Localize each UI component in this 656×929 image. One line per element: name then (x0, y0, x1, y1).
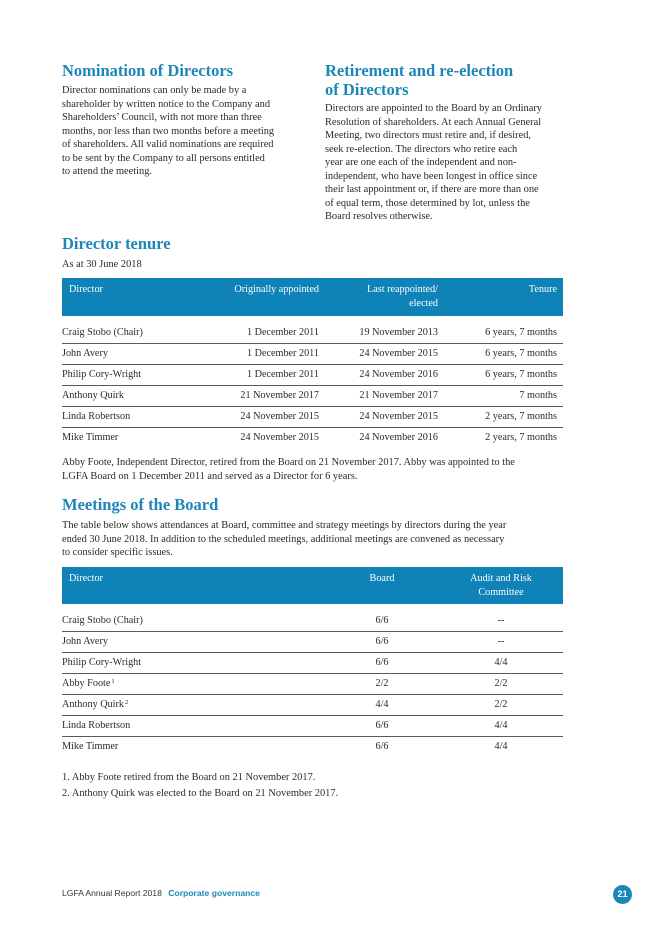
col-board: Board (369, 573, 395, 584)
footnote-line: 2. Anthony Quirk was elected to the Board on 21 November 2017. (62, 788, 339, 799)
col-audit-risk-line1: Audit and Risk (470, 573, 532, 584)
cell-tenure: 2 years, 7 months (485, 432, 557, 443)
cell-board: 6/6 (375, 741, 389, 752)
meetings-row (62, 632, 563, 653)
meetings-heading: Meetings of the Board (62, 495, 219, 514)
nomination-line: to attend the meeting. (62, 166, 153, 177)
director-name: Anthony Quirk (62, 699, 124, 710)
col-originally-appointed: Originally appointed (234, 284, 319, 295)
nomination-paragraph (62, 84, 302, 179)
cell-director (62, 695, 128, 715)
cell-last-reappointed: 24 November 2015 (359, 411, 438, 422)
retirement-line: Directors are appointed to the Board by an Ordinary (325, 103, 542, 114)
cell-director (62, 611, 143, 631)
cell-director (62, 737, 118, 757)
retirement-paragraph (325, 102, 570, 224)
cell-tenure: 6 years, 7 months (485, 369, 557, 380)
nomination-line: months, nor less than two months before a meeting (62, 125, 275, 137)
cell-director: Philip Cory-Wright (62, 369, 142, 380)
cell-last-reappointed: 21 November 2017 (359, 390, 438, 401)
director-name: Abby Foote (62, 678, 111, 689)
cell-audit-risk: -- (497, 636, 505, 647)
tenure-table-header (62, 278, 563, 316)
cell-director: Anthony Quirk (62, 390, 124, 401)
meetings-intro-line: The table below shows attendances at Board, committee and strategy meetings by directors during the year (62, 520, 507, 531)
footer-report-title: LGFA Annual Report 2018 (62, 888, 162, 898)
retirement-heading-line2: of Directors (325, 80, 409, 99)
meetings-paragraph (62, 519, 562, 560)
col-tenure: Tenure (528, 284, 557, 295)
cell-last-reappointed: 24 November 2016 (359, 369, 438, 380)
tenure-row (62, 323, 563, 344)
cell-board: 6/6 (375, 720, 389, 731)
meetings-row (62, 653, 563, 674)
cell-board: 4/4 (375, 699, 389, 710)
retirement-line: of equal term, those determined by lot, unless the (325, 197, 530, 209)
footer-section: Corporate governance (168, 888, 260, 898)
tenure-note (62, 456, 562, 483)
col-audit-risk (456, 572, 546, 599)
page-number: 21 (613, 885, 632, 904)
retirement-line: year are one each of the independent and non- (325, 157, 517, 168)
tenure-table (62, 278, 563, 449)
nomination-line: Director nominations can only be made by a (62, 85, 247, 96)
cell-audit-risk: -- (497, 615, 505, 626)
cell-director: Craig Stobo (Chair) (62, 327, 143, 338)
retirement-line: independent, who have been longest in office since (325, 170, 538, 182)
director-name: John Avery (62, 636, 108, 647)
cell-director: Mike Timmer (62, 432, 119, 443)
meetings-row (62, 695, 563, 716)
cell-director: John Avery (62, 348, 108, 359)
cell-audit-risk: 4/4 (494, 741, 508, 752)
cell-board: 2/2 (375, 678, 389, 689)
cell-tenure: 6 years, 7 months (485, 327, 557, 338)
cell-originally-appointed: 24 November 2015 (240, 411, 319, 422)
cell-originally-appointed: 1 December 2011 (246, 369, 319, 380)
cell-director (62, 716, 130, 736)
director-name: Craig Stobo (Chair) (62, 615, 143, 626)
meetings-intro-line: to consider specific issues. (62, 547, 173, 558)
meetings-row (62, 716, 563, 737)
retirement-line: seek re-election. The directors who retire each (325, 143, 518, 155)
meetings-row (62, 737, 563, 758)
cell-tenure: 7 months (519, 390, 557, 401)
meetings-footnotes (62, 770, 562, 802)
cell-board: 6/6 (375, 657, 389, 668)
nomination-line: Shareholders’ Council, with not more than three (62, 112, 262, 123)
cell-audit-risk: 4/4 (494, 720, 508, 731)
cell-originally-appointed: 1 December 2011 (246, 348, 319, 359)
cell-board: 6/6 (375, 615, 389, 626)
cell-tenure: 2 years, 7 months (485, 411, 557, 422)
meetings-table-header (62, 567, 563, 604)
retirement-line: Board resolves otherwise. (325, 211, 433, 222)
cell-director (62, 653, 141, 673)
retirement-line: Meeting, two directors must retire and, if desired, (325, 130, 532, 141)
nomination-line: shareholder by written notice to the Company and (62, 98, 271, 110)
cell-originally-appointed: 21 November 2017 (240, 390, 319, 401)
tenure-note-line1: Abby Foote, Independent Director, retired from the Board on 21 November 2017. Abby was appointed to the (62, 457, 515, 468)
retirement-heading (325, 61, 513, 99)
tenure-row (62, 386, 563, 407)
meetings-row (62, 674, 563, 695)
retirement-heading-line1: Retirement and re-election (325, 61, 514, 80)
nomination-line: of shareholders. All valid nominations are required (62, 139, 274, 150)
director-name: Linda Robertson (62, 720, 131, 731)
footnote-line: 1. Abby Foote retired from the Board on 21 November 2017. (62, 772, 316, 783)
tenure-row (62, 344, 563, 365)
nomination-heading: Nomination of Directors (62, 61, 234, 80)
col-director: Director (69, 573, 103, 584)
tenure-row (62, 407, 563, 428)
col-last-reappointed-line2: elected (409, 297, 438, 309)
meetings-table (62, 567, 563, 758)
cell-audit-risk: 4/4 (494, 657, 508, 668)
tenure-row (62, 365, 563, 386)
cell-originally-appointed: 1 December 2011 (246, 327, 319, 338)
cell-director (62, 674, 115, 694)
col-last-reappointed-line1: Last reappointed/ (366, 284, 438, 295)
cell-last-reappointed: 24 November 2016 (359, 432, 438, 443)
cell-last-reappointed: 24 November 2015 (359, 348, 438, 359)
tenure-note-line2: LGFA Board on 1 December 2011 and served as a Director for 6 years. (62, 470, 358, 482)
cell-audit-risk: 2/2 (494, 678, 508, 689)
cell-board: 6/6 (375, 636, 389, 647)
tenure-row (62, 428, 563, 449)
col-director: Director (69, 284, 103, 295)
retirement-line: Resolution of shareholders. At each Annual General (325, 116, 542, 128)
cell-originally-appointed: 24 November 2015 (240, 432, 319, 443)
cell-director: Linda Robertson (62, 411, 131, 422)
footnote-marker: 1 (111, 678, 115, 685)
cell-tenure: 6 years, 7 months (485, 348, 557, 359)
col-last-reappointed (367, 283, 438, 310)
col-audit-risk-line2: Committee (478, 586, 524, 598)
director-name: Philip Cory-Wright (62, 657, 142, 668)
meetings-row (62, 611, 563, 632)
director-name: Mike Timmer (62, 741, 119, 752)
nomination-line: to be sent by the Company to all persons entitled (62, 152, 265, 164)
cell-last-reappointed: 19 November 2013 (359, 327, 438, 338)
page-footer (62, 888, 260, 898)
tenure-subtitle: As at 30 June 2018 (62, 259, 142, 270)
tenure-heading: Director tenure (62, 234, 171, 253)
retirement-line: their last appointment or, if there are more than one (325, 184, 539, 195)
footnote-marker: 2 (124, 699, 129, 706)
cell-audit-risk: 2/2 (494, 699, 508, 710)
meetings-table-body (62, 611, 563, 758)
meetings-intro-line: ended 30 June 2018. In addition to the scheduled meetings, additional meetings are convened as necessary (62, 533, 505, 545)
cell-director (62, 632, 108, 652)
tenure-table-body (62, 323, 563, 449)
